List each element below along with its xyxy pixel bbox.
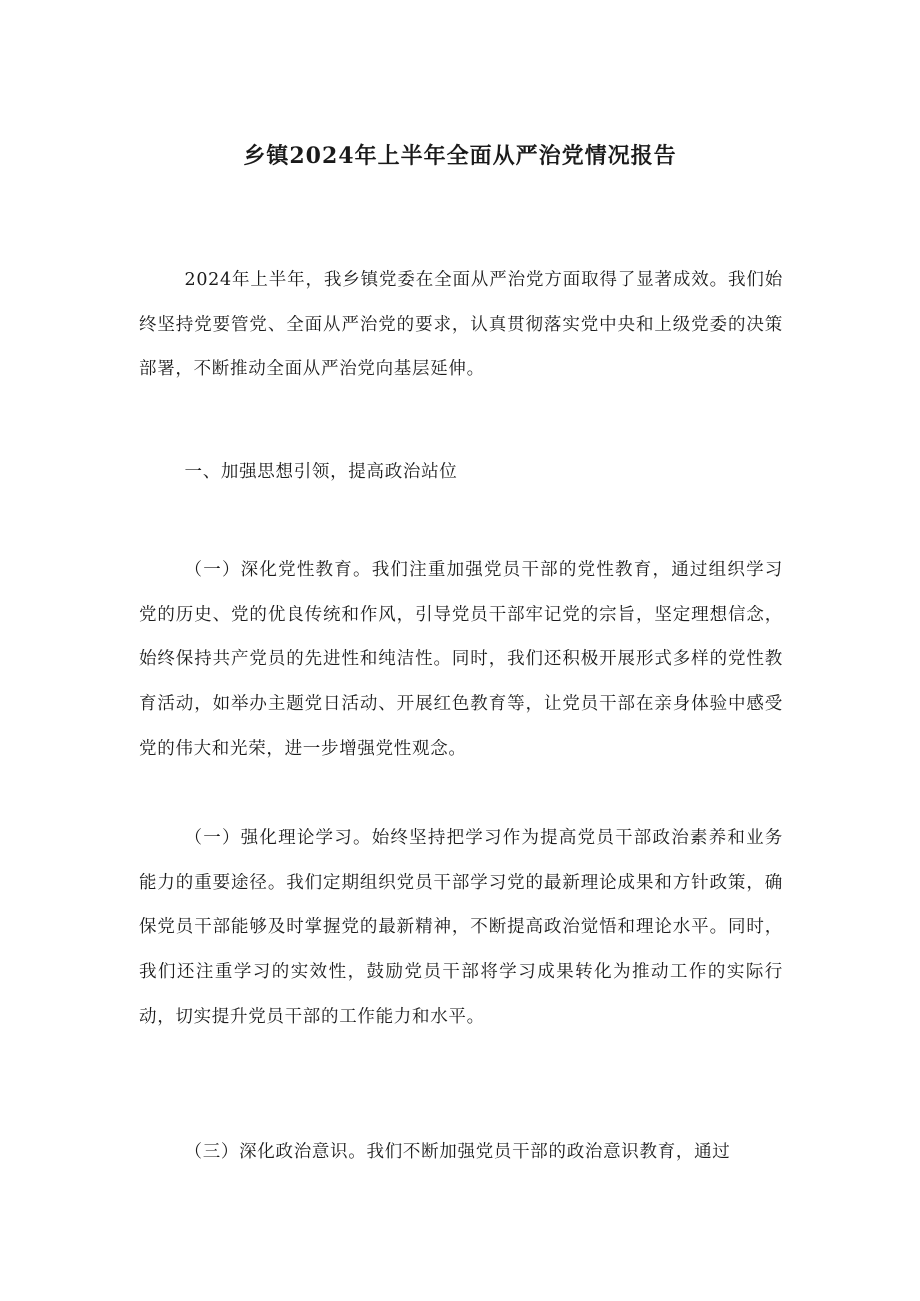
section-heading-1: 一、加强思想引领，提高政治站位 [184, 462, 458, 482]
paragraph-party-education: （一）深化党性教育。我们注重加强党员干部的党性教育，通过组织学习党的历史、党的优良传统和作风，引导党员干部牢记党的宗旨，坚定理想信念，始终保持共产党员的先进性和纯洁性。同时，我们还积极开展形式多样的党性教育活动，如举办主题党日活动、开展红色教育等，让党员干部在亲身体验中感受党的伟大和光荣，进一步增强党性观念。 [139, 560, 783, 759]
paragraph-political-awareness: （三）深化政治意识。我们不断加强党员干部的政治意识教育，通过 [184, 1142, 731, 1162]
paragraph-theory-study: （一）强化理论学习。始终坚持把学习作为提高党员干部政治素养和业务能力的重要途径。我们定期组织党员干部学习党的最新理论成果和方针政策，确保党员干部能够及时掌握党的最新精神，不断提高政治觉悟和理论水平。同时，我们还注重学习的实效性，鼓励党员干部将学习成果转化为推动工作的实际行动，切实提升党员干部的工作能力和水平。 [139, 828, 783, 1027]
document-title: 乡镇2024年上半年全面从严治党情况报告 [243, 143, 677, 169]
intro-paragraph: 2024年上半年，我乡镇党委在全面从严治党方面取得了显著成效。我们始终坚持党要管党、全面从严治党的要求，认真贯彻落实党中央和上级党委的决策部署，不断推动全面从严治党向基层延伸。 [139, 270, 783, 380]
